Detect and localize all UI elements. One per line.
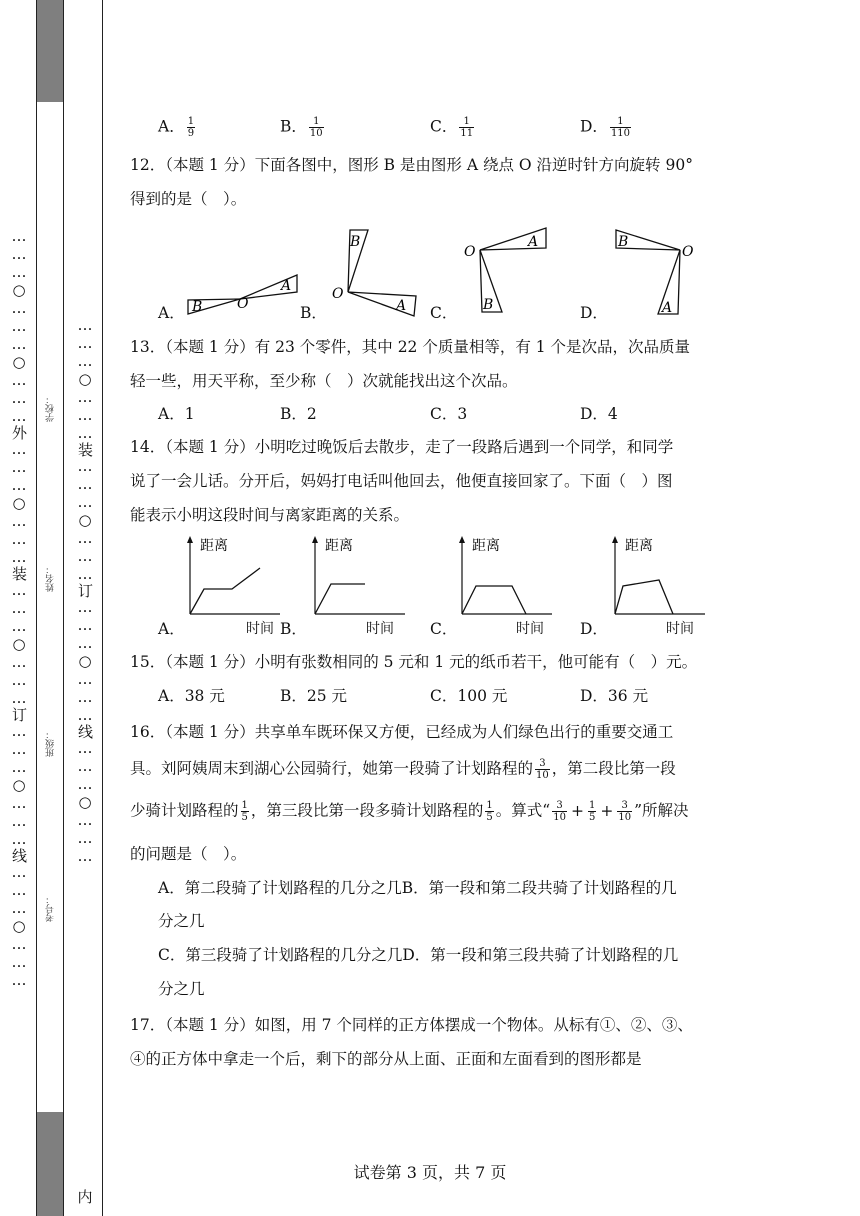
school-field: 学校： bbox=[46, 395, 56, 422]
q14-b-x-label: 时间 bbox=[366, 621, 394, 637]
q14-option-a[interactable]: A． bbox=[158, 620, 185, 638]
fraction: $\frac{1}{9}$ bbox=[187, 116, 195, 139]
y-arrow-icon bbox=[312, 536, 318, 543]
q16-stem-line2: 具。刘阿姨周末到湖心公园骑行，她第一段骑了计划路程的 $\frac{3}{10}$ ，第二段比第一段 bbox=[130, 758, 676, 781]
q16-option-d[interactable]: D．第一段和第三段共骑了计划路程的几 bbox=[402, 946, 679, 964]
label-o: O bbox=[464, 244, 476, 260]
q16-option-c-d[interactable] bbox=[158, 945, 678, 965]
q12-option-d[interactable]: D． bbox=[580, 304, 608, 322]
q14-stem-line1: 14．（本题 1 分）小明吃过晚饭后去散步，走了一段路后遇到一个同学，和同学 bbox=[130, 438, 674, 456]
name-field: 姓名： bbox=[46, 565, 56, 592]
q16-stem-line3: 少骑计划路程的 $\frac{1}{5}$ ，第三段比第一段多骑计划路程的 $\frac{1}{5}$ 。算式“ $\frac{3}{10}$ + $\frac{1}{5}$ + $\frac{3}{10}$ ”所解决 bbox=[130, 800, 689, 823]
label-b: B bbox=[618, 234, 629, 250]
q12-stem-line2: 得到的是（ ）。 bbox=[130, 190, 247, 208]
fraction: $\frac{3}{10}$ bbox=[536, 758, 549, 781]
y-axis-label: 距离 bbox=[200, 538, 228, 554]
label-a: A bbox=[396, 298, 407, 314]
q17-stem-line1: 17．（本题 1 分）如图，用 7 个同样的正方体摆成一个物体。从标有①、②、③、 bbox=[130, 1016, 693, 1034]
q11-option-c[interactable]: C． $\frac{1}{11}$ bbox=[430, 116, 474, 139]
q15-stem-line1: 15．（本题 1 分）小明有张数相同的 5 元和 1 元的纸币若干，他可能有（ ）元。 bbox=[130, 653, 698, 671]
q13-stem-line1: 13．（本题 1 分）有 23 个零件，其中 22 个质量相等，有 1 个是次品，次品质量 bbox=[130, 338, 691, 356]
label-a: A bbox=[528, 234, 539, 250]
page-footer: 试卷第 3 页，共 7 页 bbox=[353, 1163, 507, 1182]
graph-line bbox=[615, 580, 673, 614]
q13-option-d[interactable]: D．4 bbox=[580, 405, 618, 423]
q14-graph-d bbox=[605, 534, 710, 634]
label-b: B bbox=[483, 297, 494, 313]
q12-option-a[interactable]: A． bbox=[158, 304, 185, 322]
q14-option-c[interactable]: C． bbox=[430, 620, 458, 638]
fraction: $\frac{1}{10}$ bbox=[309, 116, 323, 139]
graph-line bbox=[462, 586, 526, 614]
label-o: O bbox=[332, 286, 344, 302]
fraction: $\frac{1}{5}$ bbox=[486, 800, 493, 823]
q12-stem-line1: 12．（本题 1 分）下面各图中，图形 B 是由图形 A 绕点 O 沿逆时针方向旋转 90° bbox=[130, 156, 693, 174]
inner-label: 内 bbox=[77, 1188, 93, 1206]
q14-option-b[interactable]: B． bbox=[280, 620, 307, 638]
q14-option-d[interactable]: D． bbox=[580, 620, 608, 638]
fraction: $\frac{1}{5}$ bbox=[241, 800, 248, 823]
q12-figure-c bbox=[458, 224, 553, 320]
outer-cut-line-text: ………○………○………外………○………装………○………订………○………线………○……… bbox=[10, 227, 28, 989]
y-arrow-icon bbox=[612, 536, 618, 543]
graph-line bbox=[190, 568, 260, 614]
y-axis-label: 距离 bbox=[625, 538, 653, 554]
label-o: O bbox=[682, 244, 694, 260]
strip-top-shade bbox=[37, 0, 63, 102]
q16-option-c[interactable]: C．第三段骑了计划路程的几分之几 bbox=[158, 946, 403, 964]
y-arrow-icon bbox=[459, 536, 465, 543]
graph-line bbox=[315, 584, 365, 614]
label-b: B bbox=[350, 234, 361, 250]
q16-option-a[interactable]: A．第二段骑了计划路程的几分之几 bbox=[158, 879, 402, 897]
margin-line bbox=[102, 0, 103, 1216]
inner-cut-line-text: ………○………装………○………订………○………线………○……… bbox=[76, 315, 94, 865]
q16-option-b-cont: 分之几 bbox=[158, 912, 205, 930]
q12-option-c[interactable]: C． bbox=[430, 304, 458, 322]
q11-option-b[interactable]: B． $\frac{1}{10}$ bbox=[280, 116, 323, 139]
q11-option-a[interactable]: A． $\frac{1}{9}$ bbox=[158, 116, 195, 139]
q13-option-b[interactable]: B．2 bbox=[280, 405, 317, 423]
q11-option-d[interactable]: D． $\frac{1}{110}$ bbox=[580, 116, 631, 139]
q13-option-a[interactable]: A．1 bbox=[158, 405, 195, 423]
exam-number-field: 考号： bbox=[46, 895, 56, 922]
label-o: O bbox=[237, 296, 249, 312]
q14-c-x-label: 时间 bbox=[516, 621, 544, 637]
q16-option-a-b[interactable] bbox=[158, 878, 677, 898]
q12-figure-d bbox=[612, 224, 702, 320]
q17-stem-line2: ④的正方体中拿走一个后，剩下的部分从上面、正面和左面看到的图形都是 bbox=[130, 1050, 642, 1068]
binding-inner-margin bbox=[70, 0, 100, 1216]
q12-figure-a bbox=[185, 268, 300, 318]
q13-option-c[interactable]: C．3 bbox=[430, 405, 468, 423]
y-axis-label: 距离 bbox=[325, 538, 353, 554]
fraction: $\frac{3}{10}$ bbox=[618, 800, 632, 823]
fraction: $\frac{1}{11}$ bbox=[460, 116, 474, 139]
label-a: A bbox=[662, 300, 673, 316]
y-arrow-icon bbox=[187, 536, 193, 543]
q15-option-c[interactable]: C．100 元 bbox=[430, 687, 508, 705]
q14-stem-line3: 能表示小明这段时间与离家距离的关系。 bbox=[130, 506, 410, 524]
q14-a-x-label: 时间 bbox=[246, 621, 274, 637]
q16-stem-line4: 的问题是（ ）。 bbox=[130, 845, 247, 863]
q15-option-b[interactable]: B．25 元 bbox=[280, 687, 348, 705]
q12-figure-b bbox=[326, 224, 426, 320]
class-field: 班级： bbox=[46, 730, 56, 757]
fraction: $\frac{1}{110}$ bbox=[610, 116, 631, 139]
y-axis-label: 距离 bbox=[472, 538, 500, 554]
fraction: $\frac{3}{10}$ bbox=[553, 800, 566, 823]
label-a: A bbox=[281, 278, 292, 294]
q13-stem-line2: 轻一些，用天平称，至少称（ ）次就能找出这个次品。 bbox=[130, 372, 518, 390]
q14-graph-b bbox=[305, 534, 410, 634]
q16-option-b[interactable]: B．第一段和第二段共骑了计划路程的几 bbox=[401, 879, 677, 897]
label-b: B bbox=[192, 299, 203, 315]
q16-option-d-cont: 分之几 bbox=[158, 980, 205, 998]
student-info-strip bbox=[36, 0, 64, 1216]
q15-option-d[interactable]: D．36 元 bbox=[580, 687, 649, 705]
q16-stem-line1: 16．（本题 1 分）共享单车既环保又方便，已经成为人们绿色出行的重要交通工 bbox=[130, 723, 674, 741]
q15-option-a[interactable]: A．38 元 bbox=[158, 687, 225, 705]
fraction: $\frac{1}{5}$ bbox=[588, 800, 596, 823]
q14-stem-line2: 说了一会儿话。分开后，妈妈打电话叫他回去，他便直接回家了。下面（ ）图 bbox=[130, 472, 673, 490]
q14-d-x-label: 时间 bbox=[666, 621, 694, 637]
binding-outer-margin bbox=[4, 0, 34, 1216]
q12-option-b[interactable]: B． bbox=[300, 304, 327, 322]
